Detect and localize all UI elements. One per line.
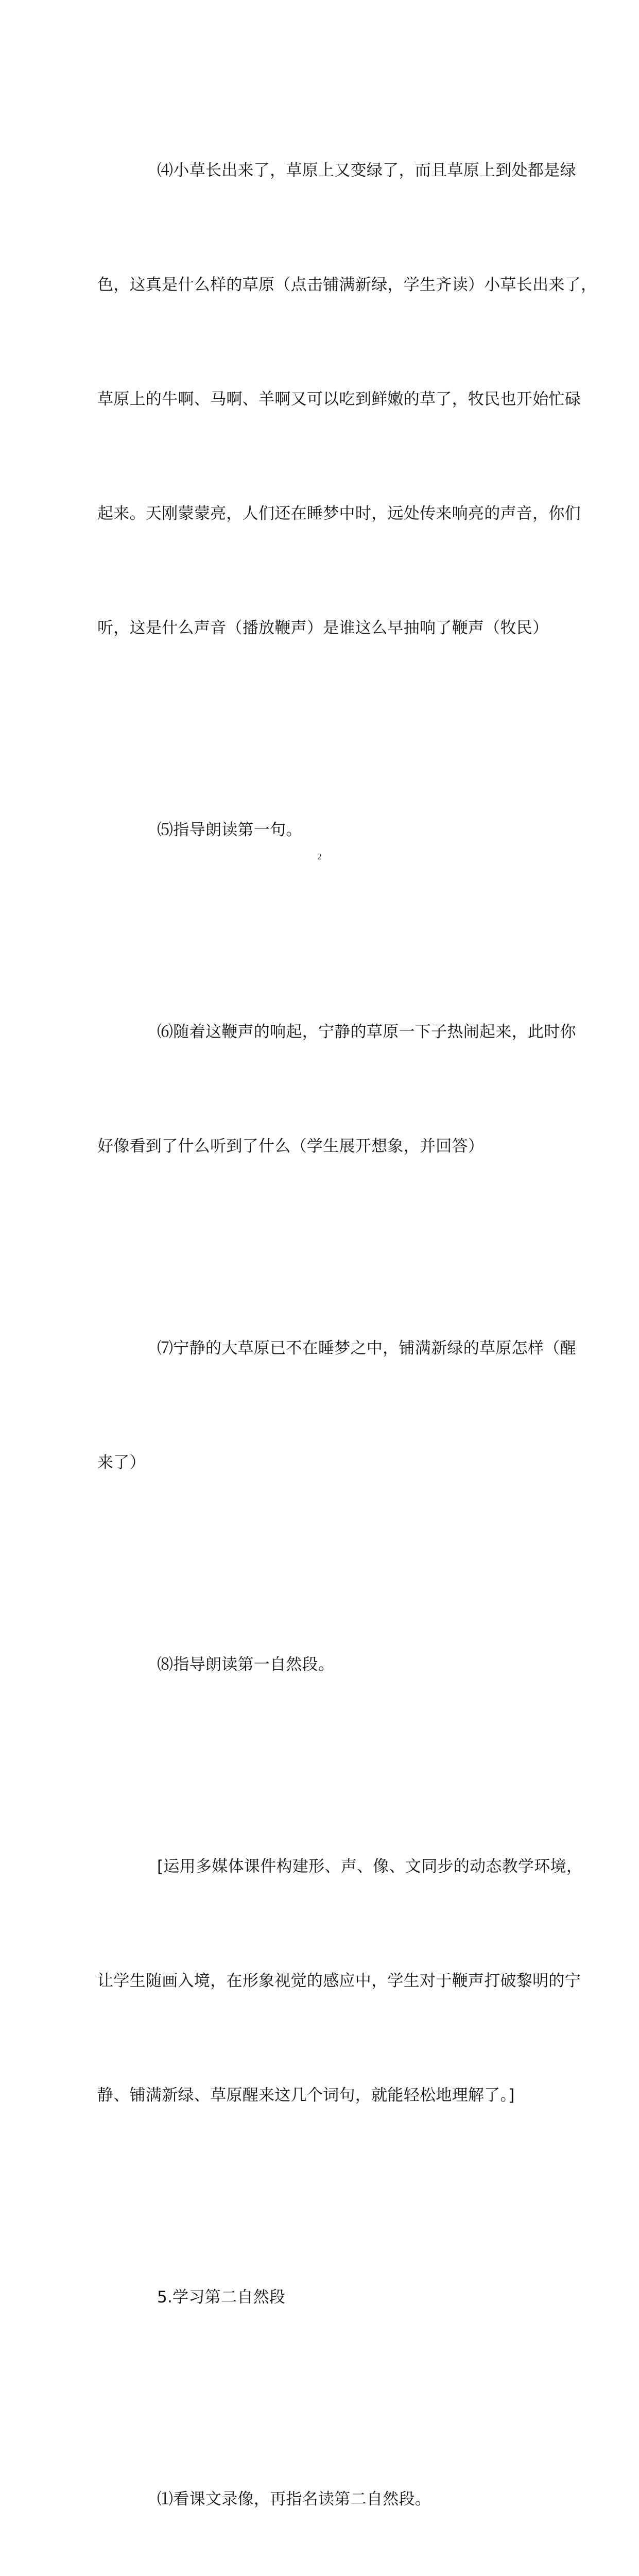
- paragraph-1: [97, 2404, 549, 2576]
- paragraph-6: [97, 937, 576, 1242]
- paragraph-note: [97, 1771, 583, 2191]
- text-line: 来了）: [97, 1453, 146, 1472]
- text-line: ⑷小草长出来了，草原上又变绿了，而且草原上到处都是绿: [157, 161, 576, 180]
- section-heading: [97, 2202, 549, 2393]
- paragraph-7: [97, 1253, 576, 1558]
- text-line: 让学生随画入境，在形象视觉的感应中，学生对于鞭声打破黎明的宁: [97, 1972, 581, 1990]
- paragraph-4: [97, 75, 597, 723]
- text-line: ⑹随着这鞭声的响起，宁静的草原一下子热闹起来，此时你: [157, 1023, 576, 1041]
- paragraph-8: [97, 1569, 549, 1760]
- text-line: ⑻指导朗读第一自然段。: [157, 1655, 335, 1674]
- page-number: 2: [317, 852, 322, 861]
- document-body: [97, 75, 597, 2576]
- text-line: 色，这真是什么样的草原（点击铺满新绿，学生齐读）小草长出来了，: [97, 276, 597, 294]
- text-line: ⑴看课文录像，再指名读第二自然段。: [157, 2490, 431, 2509]
- text-line: 好像看到了什么听到了什么（学生展开想象，并回答）: [97, 1137, 485, 1156]
- text-line: [运用多媒体课件构建形、声、像、文同步的动态教学环境，: [157, 1857, 583, 1876]
- text-line: ⑺宁静的大草原已不在睡梦之中，铺满新绿的草原怎样（醒: [157, 1339, 576, 1358]
- text-line: 草原上的牛啊、马啊、羊啊又可以吃到鲜嫩的草了，牧民也开始忙碌: [97, 390, 581, 409]
- paragraph-5: [97, 735, 549, 925]
- text-line: 起来。天刚蒙蒙亮，人们还在睡梦中时，远处传来响亮的声音，你们: [97, 504, 581, 523]
- text-line: ⑸指导朗读第一句。: [157, 821, 302, 839]
- text-line: 静、铺满新绿、草原醒来这几个词句，就能轻松地理解了。]: [97, 2086, 515, 2105]
- text-line: 听，这是什么声音（播放鞭声）是谁这么早抽响了鞭声（牧民）: [97, 619, 549, 637]
- text-line: 5.学习第二自然段: [157, 2288, 286, 2307]
